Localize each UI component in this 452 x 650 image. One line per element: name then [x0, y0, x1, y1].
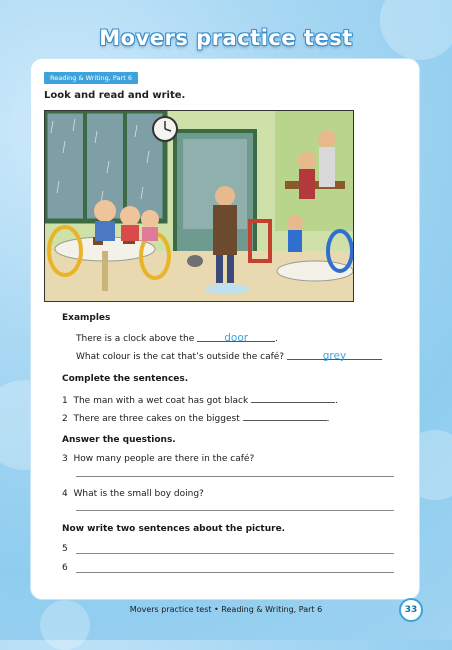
question-1-punct: .	[335, 396, 338, 406]
question-4-number: 4	[62, 489, 68, 499]
question-3-answer-field[interactable]	[76, 476, 394, 477]
question-6-number: 6	[62, 563, 68, 573]
question-3-number: 3	[62, 454, 68, 464]
question-2	[62, 411, 329, 424]
question-2-text: There are three cakes on the biggest	[73, 414, 240, 424]
cafe-illustration	[44, 110, 354, 302]
question-1-number: 1	[62, 396, 68, 406]
example-2-answer: grey	[322, 350, 347, 362]
question-1-text: The man with a wet coat has got black	[73, 396, 249, 406]
page-number-badge: 33	[399, 598, 423, 622]
question-4-answer-field[interactable]	[76, 510, 394, 511]
question-3	[62, 454, 254, 464]
question-2-punct: .	[326, 414, 330, 424]
example-2-answer-line	[287, 350, 382, 360]
question-5	[62, 544, 68, 554]
question-2-number: 2	[62, 414, 68, 424]
question-6	[62, 563, 68, 573]
cafe-scene-image	[45, 111, 353, 301]
example-2	[76, 350, 382, 362]
example-1	[76, 332, 278, 344]
example-1-answer-line	[197, 332, 275, 342]
question-4-text: What is the small boy doing?	[73, 489, 204, 499]
question-5-number: 5	[62, 544, 68, 554]
question-1	[62, 393, 338, 406]
instruction-text: Look and read and write.	[44, 90, 186, 101]
example-2-text: What colour is the cat that’s outside the café?	[76, 352, 285, 362]
page-footer: Movers practice test • Reading & Writing, Part 6	[129, 605, 323, 614]
question-1-answer-field[interactable]	[251, 393, 335, 403]
page-title: Movers practice test	[99, 26, 353, 50]
question-4	[62, 489, 204, 499]
section-tag: Reading & Writing, Part 6	[44, 72, 138, 84]
examples-heading: Examples	[62, 313, 111, 323]
question-3-text: How many people are there in the café?	[73, 454, 255, 464]
question-6-answer-field[interactable]	[76, 572, 394, 573]
example-1-answer: door	[224, 332, 249, 344]
complete-heading: Complete the sentences.	[62, 374, 189, 384]
answer-heading: Answer the questions.	[62, 435, 176, 445]
question-2-answer-field[interactable]	[243, 411, 327, 421]
example-1-punct: .	[275, 334, 279, 344]
question-5-answer-field[interactable]	[76, 553, 394, 554]
write-heading: Now write two sentences about the picture.	[62, 524, 286, 534]
example-1-text: There is a clock above the	[76, 334, 195, 344]
